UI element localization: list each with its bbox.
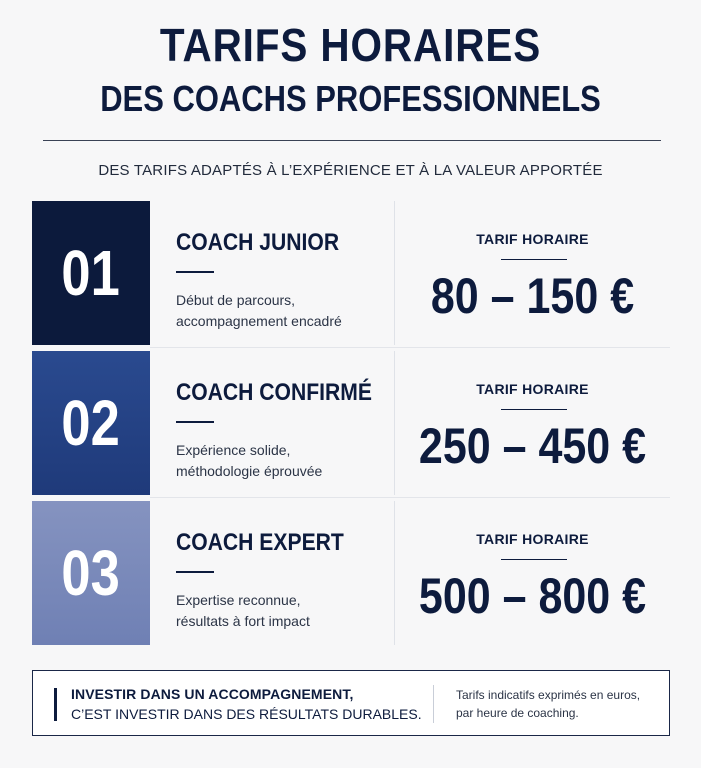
footer-note-line: par heure de coaching.	[456, 706, 579, 720]
price-block	[395, 351, 670, 495]
tier-description-line: méthodologie éprouvée	[176, 463, 323, 479]
tier-number-box	[32, 351, 150, 495]
footer-accent-bar	[54, 688, 57, 721]
price-value: 80 – 150 €	[430, 268, 635, 324]
tier-description-line: Début de parcours,	[176, 292, 296, 308]
tier-name-underline	[176, 271, 214, 273]
tier-description	[176, 290, 376, 332]
title-divider	[43, 140, 661, 141]
tier-number-box	[32, 201, 150, 345]
price-label-underline	[501, 409, 567, 410]
tier-description-line: Expertise reconnue,	[176, 592, 301, 608]
tier-number: 01	[61, 237, 121, 309]
footer-callout	[32, 670, 670, 736]
tier-description	[176, 440, 376, 482]
price-value: 250 – 450 €	[418, 418, 647, 474]
footer-note-line: Tarifs indicatifs exprimés en euros,	[456, 688, 641, 702]
tier-description	[176, 590, 376, 632]
price-label: TARIF HORAIRE	[476, 231, 589, 247]
tier-row-expert	[32, 501, 670, 645]
footer-divider	[433, 685, 434, 723]
tier-name-underline	[176, 421, 214, 423]
tier-row-junior	[32, 201, 670, 345]
tier-description-line: Expérience solide,	[176, 442, 291, 458]
footer-subline: C’EST INVESTIR DANS DES RÉSULTATS DURABLES.	[71, 706, 422, 722]
footer-headline: INVESTIR DANS UN ACCOMPAGNEMENT,	[71, 686, 354, 702]
price-value: 500 – 800 €	[418, 568, 647, 624]
price-label-underline	[501, 259, 567, 260]
tier-number: 03	[61, 537, 121, 609]
tier-name: COACH EXPERT	[176, 529, 344, 556]
tier-row-confirme	[32, 351, 670, 495]
price-label: TARIF HORAIRE	[476, 531, 589, 547]
price-label: TARIF HORAIRE	[476, 381, 589, 397]
price-block	[395, 201, 670, 345]
tier-name-underline	[176, 571, 214, 573]
tier-name: COACH JUNIOR	[176, 229, 340, 256]
price-label-underline	[501, 559, 567, 560]
tier-description-line: accompagnement encadré	[176, 313, 342, 329]
tier-number: 02	[61, 387, 121, 459]
subtitle: DES TARIFS ADAPTÉS À L’EXPÉRIENCE ET À LA VALEUR APPORTÉE	[98, 162, 603, 179]
row-divider	[150, 497, 670, 498]
row-divider	[150, 347, 670, 348]
title-line-2: DES COACHS PROFESSIONNELS	[100, 78, 601, 119]
title-line-1: TARIFS HORAIRES	[159, 19, 542, 71]
price-block	[395, 501, 670, 645]
tier-number-box	[32, 501, 150, 645]
tier-name: COACH CONFIRMÉ	[176, 379, 372, 406]
tier-description-line: résultats à fort impact	[176, 613, 310, 629]
